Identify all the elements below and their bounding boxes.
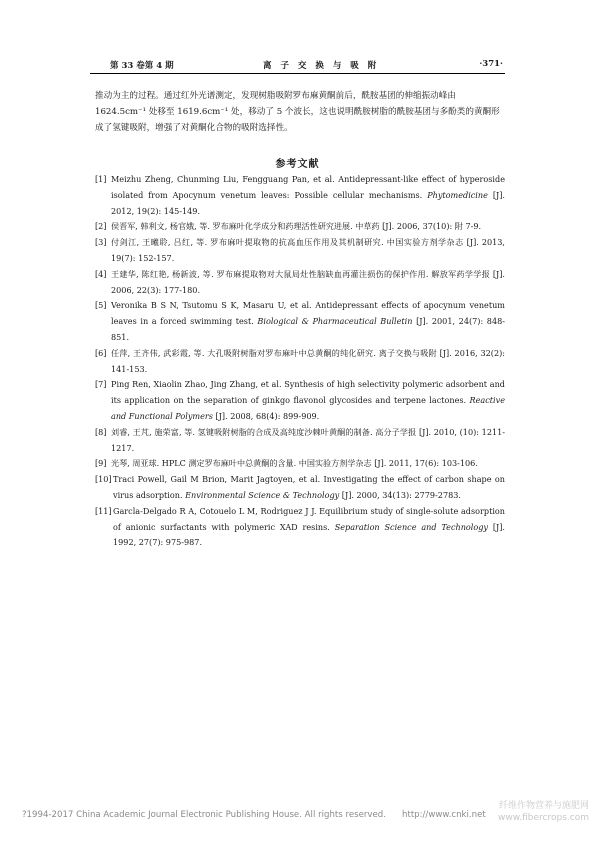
volume-issue: 第 33 卷第 4 期 bbox=[110, 61, 174, 71]
publisher-url: http://www.cnki.net bbox=[402, 810, 486, 820]
reference-text: 刘睿, 王芃, 施荣富, 等. 氢键吸附树脂的合成及高纯度沙棘叶黄酮的制备. 高分子学报 [J]. 2010, (10): 1211-1217. bbox=[111, 426, 505, 453]
reference-number: [5] bbox=[95, 300, 107, 311]
reference-number: [2] bbox=[95, 221, 107, 232]
reference-text: 任萍, 王齐伟, 武彩霞, 等. 大孔吸附树脂对罗布麻叶中总黄酮的纯化研究. 离子交换与吸附 [J]. 2016, 32(2): 141-153. bbox=[111, 347, 505, 374]
site-watermark bbox=[469, 800, 589, 824]
journal-name: 离 子 交 换 与 吸 附 bbox=[263, 61, 380, 71]
reference-item bbox=[95, 504, 505, 551]
references-title: 参考文献 bbox=[275, 159, 320, 170]
reference-journal: Biological & Pharmaceutical Bulletin bbox=[257, 316, 413, 327]
reference-number: [8] bbox=[95, 426, 107, 437]
reference-item bbox=[95, 346, 505, 378]
reference-item bbox=[95, 219, 505, 235]
watermark-url: www.fibercrops.com bbox=[498, 813, 589, 823]
reference-item bbox=[95, 456, 505, 472]
reference-details: [J]. 1992, 27(7): 975-987. bbox=[113, 521, 505, 548]
page-number: ·371· bbox=[479, 59, 503, 69]
reference-number: [1] bbox=[95, 174, 107, 184]
reference-text: Garcla-Delgado R A, Cotouelo L M, Rodriguez J J. Equilibrium study of single-solute adsorption of anionic surfactants with polymeric XAD resins. bbox=[113, 505, 505, 532]
reference-item bbox=[95, 298, 505, 345]
reference-details: [J]. 2008, 68(4): 899-909. bbox=[212, 410, 320, 421]
reference-text: 光琴, 周亚球. HPLC 测定罗布麻叶中总黄酮的含量. 中国实验方剂学杂志 [J]. 2011, 17(6): 103-106. bbox=[111, 458, 478, 469]
reference-text: 侯晋军, 韩利文, 杨官娥, 等. 罗布麻叶化学成分和药理活性研究进展. 中草药 [J]. 2006, 37(10): 附 7-9. bbox=[111, 221, 482, 232]
reference-number: [11] bbox=[95, 505, 112, 516]
body-paragraph: 推动为主的过程。通过红外光谱测定，发现树脂吸附罗布麻黄酮前后，酰胺基团的伸缩振动峰由 1624.5cm⁻¹ 处移至 1619.6cm⁻¹ 处，移动了 5 个波长，这也说明酰胺树脂的酰胺基团与多酚类的黄酮形成了氢键吸附，增强了对黄酮化合物的吸附选择性。 bbox=[95, 91, 500, 133]
reference-item bbox=[95, 267, 505, 299]
reference-number: [7] bbox=[95, 379, 107, 390]
reference-number: [6] bbox=[95, 347, 107, 358]
reference-number: [10] bbox=[95, 474, 112, 485]
reference-journal: Phytomedicine bbox=[427, 189, 488, 200]
reference-text: Meizhu Zheng, Chunming Liu, Fengguang Pan, et al. Antidepressant-like effect of hyperoside isolated from Apocynum venetum leaves: Possible cellular mechanisms. bbox=[111, 174, 505, 200]
reference-text: Veronika B S N, Tsutomu S K, Masaru U, et al. Antidepressant effects of apocynum venetum leaves in a forced swimming test. bbox=[111, 300, 505, 327]
reference-item bbox=[95, 377, 505, 424]
reference-journal: Separation Science and Technology bbox=[334, 521, 488, 532]
reference-number: [3] bbox=[95, 237, 107, 248]
reference-text: 王建华, 陈红艳, 杨新波, 等. 罗布麻提取物对大鼠局灶性脑缺血再灌注损伤的保护作用. 解放军药学学报 [J]. 2006, 22(3): 177-180. bbox=[111, 268, 505, 295]
header-rule bbox=[90, 73, 505, 74]
reference-number: [9] bbox=[95, 458, 107, 469]
reference-number: [4] bbox=[95, 268, 107, 279]
reference-item bbox=[95, 172, 505, 219]
watermark-title: 纤维作物营养与施肥网 bbox=[498, 801, 589, 811]
reference-details: [J]. 2012, 19(2): 145-149. bbox=[111, 189, 505, 216]
body-text bbox=[95, 88, 505, 136]
reference-list bbox=[95, 172, 505, 551]
reference-journal: Environmental Science & Technology bbox=[185, 489, 340, 500]
running-header bbox=[90, 56, 505, 74]
reference-journal: Reactive and Functional Polymers bbox=[111, 395, 505, 421]
reference-item bbox=[95, 235, 505, 267]
copyright-notice: ?1994-2017 China Academic Journal Electronic Publishing House. All rights reserved. bbox=[22, 810, 386, 820]
reference-details: [J]. 2000, 34(13): 2779-2783. bbox=[339, 489, 461, 500]
reference-item bbox=[95, 425, 505, 457]
reference-item bbox=[95, 472, 505, 504]
reference-text: Ping Ren, Xiaolin Zhao, Jing Zhang, et al. Synthesis of high selectivity polymeric adsorbent and its application on the separation of ginkgo flavonol glycosides and terpene lactones. bbox=[111, 379, 505, 406]
reference-text: 付剑江, 王曦聆, 吕红, 等. 罗布麻叶提取物的抗高血压作用及其机制研究. 中国实验方剂学杂志 [J]. 2013, 19(7): 152-157. bbox=[111, 237, 505, 263]
reference-details: [J]. 2001, 24(7): 848-851. bbox=[111, 316, 505, 342]
reference-text: Traci Powell, Gail M Brion, Marit Jagtoyen, et al. Investigating the effect of carbon shape on virus adsorption. bbox=[113, 474, 505, 500]
